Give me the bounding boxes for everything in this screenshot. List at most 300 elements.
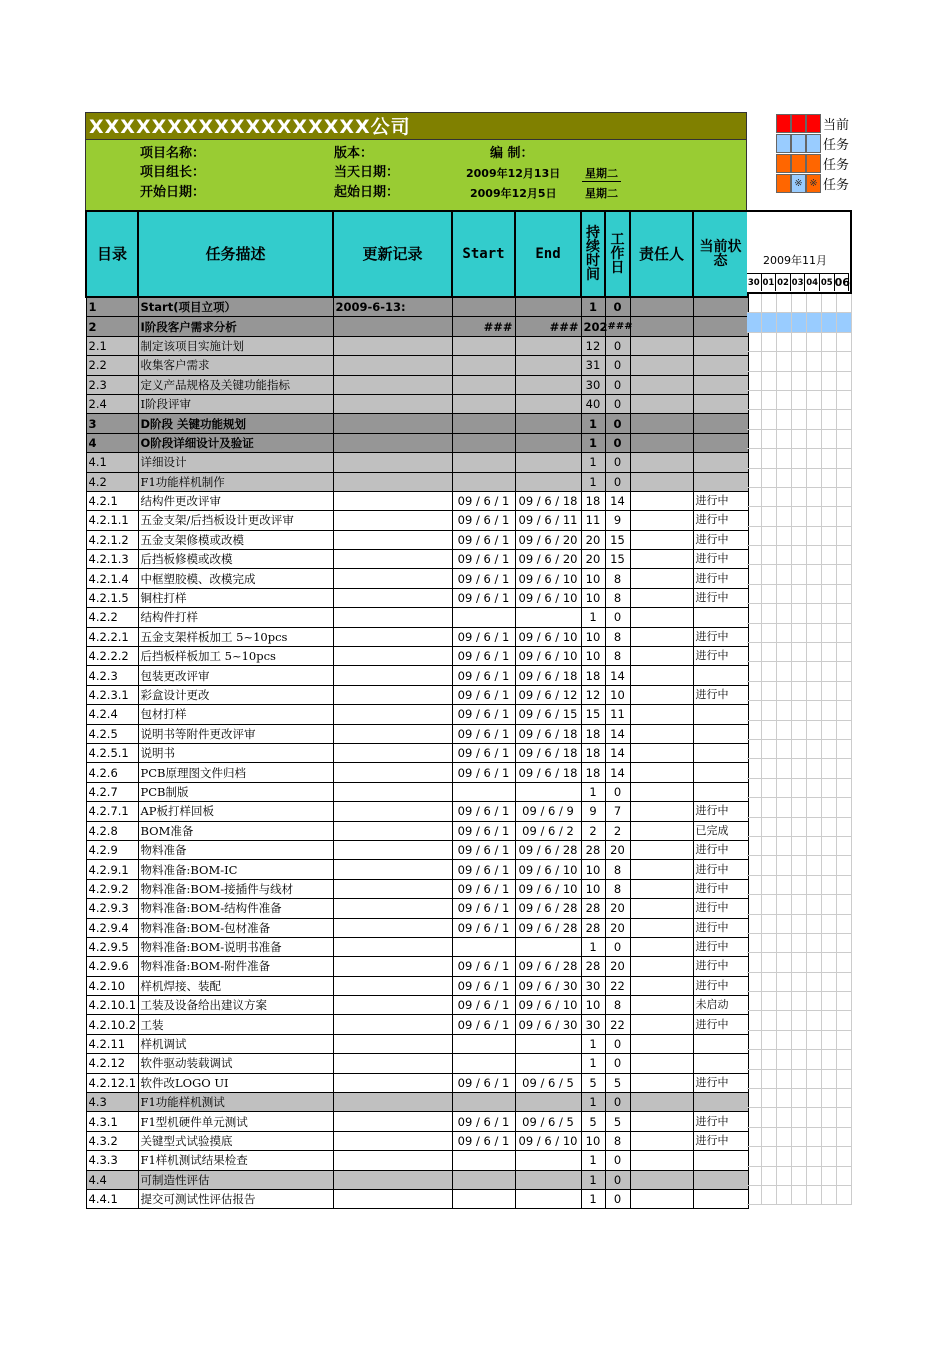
row-start[interactable]: 09 / 6 / 1 [452, 569, 515, 588]
row-duration[interactable]: 30 [581, 1015, 605, 1034]
row-workdays[interactable]: 8 [605, 647, 630, 666]
row-status[interactable] [693, 743, 748, 762]
gantt-cell[interactable] [837, 759, 852, 778]
row-end[interactable] [515, 1151, 581, 1170]
row-end[interactable] [515, 1054, 581, 1073]
gantt-cell[interactable] [792, 1167, 807, 1186]
row-start[interactable]: 09 / 6 / 1 [452, 685, 515, 704]
gantt-cell[interactable] [837, 449, 852, 468]
gantt-cell[interactable] [837, 915, 852, 934]
gantt-cell[interactable] [762, 876, 777, 895]
gantt-cell[interactable] [837, 973, 852, 992]
gantt-cell[interactable] [792, 643, 807, 662]
gantt-cell[interactable] [777, 333, 792, 352]
row-owner[interactable] [630, 666, 693, 685]
gantt-cell[interactable] [807, 430, 822, 449]
row-status[interactable] [693, 1170, 748, 1189]
row-workdays[interactable]: 14 [605, 666, 630, 685]
row-update[interactable] [333, 1112, 452, 1131]
gantt-cell[interactable] [807, 1167, 822, 1186]
gantt-cell[interactable] [807, 624, 822, 643]
row-update[interactable] [333, 317, 452, 336]
gantt-cell[interactable] [777, 876, 792, 895]
gantt-cell[interactable] [747, 876, 762, 895]
row-owner[interactable] [630, 1054, 693, 1073]
gantt-cell[interactable] [837, 876, 852, 895]
gantt-cell[interactable] [747, 469, 762, 488]
row-start[interactable]: 09 / 6 / 1 [452, 763, 515, 782]
row-update[interactable] [333, 1015, 452, 1034]
row-end[interactable]: 09 / 6 / 18 [515, 491, 581, 510]
gantt-cell[interactable] [822, 895, 837, 914]
gantt-cell[interactable] [792, 372, 807, 391]
row-id[interactable]: 4.2.12.1 [86, 1073, 138, 1092]
gantt-cell[interactable] [747, 1167, 762, 1186]
gantt-cell[interactable] [762, 1070, 777, 1089]
gantt-cell[interactable] [822, 507, 837, 526]
row-workdays[interactable]: 8 [605, 627, 630, 646]
gantt-cell[interactable] [837, 1167, 852, 1186]
row-id[interactable]: 4.4 [86, 1170, 138, 1189]
gantt-cell[interactable] [792, 682, 807, 701]
row-update[interactable] [333, 763, 452, 782]
gantt-cell[interactable] [792, 721, 807, 740]
table-row[interactable] [86, 414, 748, 433]
row-owner[interactable] [630, 317, 693, 336]
gantt-cell[interactable] [822, 624, 837, 643]
row-duration[interactable]: 1 [581, 472, 605, 491]
row-end[interactable]: 09 / 6 / 20 [515, 550, 581, 569]
gantt-cell[interactable] [777, 779, 792, 798]
gantt-cell[interactable] [822, 759, 837, 778]
row-workdays[interactable]: 14 [605, 743, 630, 762]
row-duration[interactable]: 5 [581, 1073, 605, 1092]
gantt-cell[interactable] [822, 682, 837, 701]
gantt-cell[interactable] [762, 372, 777, 391]
gantt-cell[interactable] [747, 895, 762, 914]
row-desc[interactable]: D阶段 关键功能规划 [138, 414, 333, 433]
gantt-cell[interactable] [747, 953, 762, 972]
row-desc[interactable]: 说明书等附件更改评审 [138, 724, 333, 743]
row-status[interactable]: 进行中 [693, 491, 748, 510]
gantt-cell[interactable] [807, 779, 822, 798]
gantt-cell[interactable] [762, 1108, 777, 1127]
gantt-cell[interactable] [762, 1167, 777, 1186]
gantt-cell[interactable] [837, 391, 852, 410]
gantt-cell[interactable] [777, 352, 792, 371]
gantt-cell[interactable] [837, 410, 852, 429]
gantt-cell[interactable] [777, 1089, 792, 1108]
row-workdays[interactable]: 0 [605, 336, 630, 355]
row-update[interactable] [333, 1093, 452, 1112]
row-end[interactable]: 09 / 6 / 10 [515, 569, 581, 588]
gantt-cell[interactable] [807, 313, 822, 332]
gantt-cell[interactable] [807, 1089, 822, 1108]
gantt-cell[interactable] [837, 1011, 852, 1030]
gantt-cell[interactable] [747, 430, 762, 449]
table-row[interactable] [86, 743, 748, 762]
gantt-cell[interactable] [777, 798, 792, 817]
row-owner[interactable] [630, 1189, 693, 1208]
gantt-cell[interactable] [807, 643, 822, 662]
gantt-cell[interactable] [807, 1108, 822, 1127]
gantt-cell[interactable] [822, 798, 837, 817]
gantt-cell[interactable] [792, 624, 807, 643]
gantt-cell[interactable] [747, 1128, 762, 1147]
row-start[interactable]: 09 / 6 / 1 [452, 976, 515, 995]
gantt-cell[interactable] [747, 1031, 762, 1050]
row-workdays[interactable]: 14 [605, 763, 630, 782]
row-duration[interactable]: 10 [581, 588, 605, 607]
row-end[interactable]: 09 / 6 / 30 [515, 1015, 581, 1034]
gantt-cell[interactable] [777, 1070, 792, 1089]
row-desc[interactable]: 收集客户需求 [138, 356, 333, 375]
table-row[interactable] [86, 879, 748, 898]
row-start[interactable]: 09 / 6 / 1 [452, 879, 515, 898]
gantt-cell[interactable] [822, 333, 837, 352]
gantt-cell[interactable] [777, 1108, 792, 1127]
row-desc[interactable]: 制定该项目实施计划 [138, 336, 333, 355]
gantt-cell[interactable] [777, 1011, 792, 1030]
row-desc[interactable]: PCB原理图文件归档 [138, 763, 333, 782]
gantt-cell[interactable] [822, 430, 837, 449]
row-end[interactable]: 09 / 6 / 15 [515, 705, 581, 724]
table-row[interactable] [86, 1093, 748, 1112]
row-update[interactable] [333, 588, 452, 607]
row-desc[interactable]: AP板打样回板 [138, 802, 333, 821]
row-start[interactable]: 09 / 6 / 1 [452, 918, 515, 937]
row-desc[interactable]: 彩盒设计更改 [138, 685, 333, 704]
row-desc[interactable]: 工装 [138, 1015, 333, 1034]
row-start[interactable] [452, 336, 515, 355]
row-end[interactable]: 09 / 6 / 5 [515, 1112, 581, 1131]
row-workdays[interactable]: 10 [605, 685, 630, 704]
row-id[interactable]: 4.1 [86, 453, 138, 472]
row-status[interactable]: 进行中 [693, 511, 748, 530]
table-row[interactable] [86, 472, 748, 491]
gantt-cell[interactable] [822, 313, 837, 332]
gantt-cell[interactable] [792, 469, 807, 488]
gantt-cell[interactable] [837, 1050, 852, 1069]
gantt-cell[interactable] [777, 662, 792, 681]
row-status[interactable]: 进行中 [693, 569, 748, 588]
row-workdays[interactable]: 0 [605, 782, 630, 801]
gantt-cell[interactable] [747, 1089, 762, 1108]
row-duration[interactable]: 1 [581, 937, 605, 956]
row-workdays[interactable]: 0 [605, 1189, 630, 1208]
row-start[interactable]: 09 / 6 / 1 [452, 724, 515, 743]
row-owner[interactable] [630, 743, 693, 762]
row-status[interactable]: 进行中 [693, 1131, 748, 1150]
gantt-cell[interactable] [777, 1031, 792, 1050]
row-id[interactable]: 4.2.10.1 [86, 996, 138, 1015]
gantt-cell[interactable] [777, 430, 792, 449]
gantt-cell[interactable] [762, 1031, 777, 1050]
gantt-cell[interactable] [837, 469, 852, 488]
row-owner[interactable] [630, 802, 693, 821]
gantt-cell[interactable] [747, 313, 762, 332]
gantt-cell[interactable] [822, 856, 837, 875]
row-end[interactable] [515, 453, 581, 472]
row-duration[interactable]: 28 [581, 840, 605, 859]
gantt-cell[interactable] [837, 992, 852, 1011]
row-status[interactable] [693, 1054, 748, 1073]
row-end[interactable] [515, 1170, 581, 1189]
row-start[interactable]: 09 / 6 / 1 [452, 511, 515, 530]
row-status[interactable] [693, 433, 748, 452]
row-duration[interactable]: 1 [581, 1034, 605, 1053]
gantt-cell[interactable] [747, 372, 762, 391]
gantt-cell[interactable] [807, 856, 822, 875]
row-start[interactable] [452, 1034, 515, 1053]
gantt-cell[interactable] [762, 333, 777, 352]
gantt-cell[interactable] [777, 837, 792, 856]
gantt-cell[interactable] [807, 701, 822, 720]
gantt-cell[interactable] [762, 507, 777, 526]
gantt-cell[interactable] [822, 585, 837, 604]
row-start[interactable] [452, 1189, 515, 1208]
gantt-cell[interactable] [777, 856, 792, 875]
gantt-cell[interactable] [777, 1147, 792, 1166]
row-end[interactable] [515, 356, 581, 375]
row-duration[interactable]: 1 [581, 297, 605, 317]
row-start[interactable] [452, 782, 515, 801]
row-start[interactable] [452, 1054, 515, 1073]
row-desc[interactable]: 物料准备 [138, 840, 333, 859]
row-workdays[interactable]: 20 [605, 918, 630, 937]
gantt-cell[interactable] [777, 391, 792, 410]
gantt-cell[interactable] [807, 798, 822, 817]
gantt-cell[interactable] [792, 818, 807, 837]
row-owner[interactable] [630, 1093, 693, 1112]
row-duration[interactable]: 15 [581, 705, 605, 724]
row-end[interactable]: 09 / 6 / 10 [515, 588, 581, 607]
gantt-cell[interactable] [792, 1186, 807, 1205]
table-row[interactable] [86, 821, 748, 840]
row-workdays[interactable]: 14 [605, 491, 630, 510]
row-status[interactable] [693, 1151, 748, 1170]
row-status[interactable]: 进行中 [693, 976, 748, 995]
row-update[interactable] [333, 530, 452, 549]
row-owner[interactable] [630, 336, 693, 355]
gantt-cell[interactable] [777, 546, 792, 565]
gantt-cell[interactable] [777, 953, 792, 972]
gantt-cell[interactable] [747, 1186, 762, 1205]
row-status[interactable]: 进行中 [693, 1073, 748, 1092]
table-row[interactable] [86, 976, 748, 995]
row-workdays[interactable]: 0 [605, 1054, 630, 1073]
row-desc[interactable]: 物料准备:BOM-说明书准备 [138, 937, 333, 956]
gantt-cell[interactable] [747, 527, 762, 546]
row-status[interactable]: 已完成 [693, 821, 748, 840]
gantt-cell[interactable] [792, 856, 807, 875]
row-owner[interactable] [630, 1170, 693, 1189]
gantt-cell[interactable] [747, 1011, 762, 1030]
gantt-cell[interactable] [792, 391, 807, 410]
row-duration[interactable]: 1 [581, 782, 605, 801]
gantt-cell[interactable] [822, 934, 837, 953]
row-workdays[interactable]: 8 [605, 996, 630, 1015]
row-id[interactable]: 4.4.1 [86, 1189, 138, 1208]
gantt-cell[interactable] [777, 624, 792, 643]
row-desc[interactable]: 后挡板样板加工 5~10pcs [138, 647, 333, 666]
table-row[interactable] [86, 685, 748, 704]
row-end[interactable]: 09 / 6 / 28 [515, 918, 581, 937]
row-workdays[interactable]: 20 [605, 840, 630, 859]
gantt-cell[interactable] [747, 837, 762, 856]
row-update[interactable] [333, 608, 452, 627]
row-update[interactable] [333, 491, 452, 510]
row-workdays[interactable]: 14 [605, 724, 630, 743]
gantt-cell[interactable] [747, 1050, 762, 1069]
gantt-cell[interactable] [762, 895, 777, 914]
gantt-cell[interactable] [792, 1050, 807, 1069]
row-workdays[interactable]: 20 [605, 957, 630, 976]
gantt-cell[interactable] [807, 992, 822, 1011]
row-duration[interactable]: 202 [581, 317, 605, 336]
gantt-cell[interactable] [777, 818, 792, 837]
row-update[interactable] [333, 996, 452, 1015]
gantt-cell[interactable] [792, 1070, 807, 1089]
row-owner[interactable] [630, 1034, 693, 1053]
row-desc[interactable]: F1功能样机制作 [138, 472, 333, 491]
row-desc[interactable]: 五金支架样板加工 5~10pcs [138, 627, 333, 646]
row-status[interactable]: 进行中 [693, 860, 748, 879]
gantt-cell[interactable] [837, 953, 852, 972]
gantt-cell[interactable] [837, 430, 852, 449]
row-start[interactable]: 09 / 6 / 1 [452, 705, 515, 724]
gantt-cell[interactable] [792, 430, 807, 449]
row-duration[interactable]: 10 [581, 1131, 605, 1150]
row-status[interactable] [693, 414, 748, 433]
row-status[interactable]: 进行中 [693, 802, 748, 821]
gantt-cell[interactable] [762, 391, 777, 410]
row-id[interactable]: 4.2.10.2 [86, 1015, 138, 1034]
gantt-cell[interactable] [837, 352, 852, 371]
row-desc[interactable]: 可制造性评估 [138, 1170, 333, 1189]
row-desc[interactable]: PCB制版 [138, 782, 333, 801]
row-duration[interactable]: 10 [581, 860, 605, 879]
table-row[interactable] [86, 297, 748, 317]
gantt-cell[interactable] [792, 876, 807, 895]
gantt-cell[interactable] [822, 779, 837, 798]
row-end[interactable]: ### [515, 317, 581, 336]
gantt-cell[interactable] [837, 701, 852, 720]
gantt-cell[interactable] [762, 546, 777, 565]
row-update[interactable] [333, 802, 452, 821]
row-owner[interactable] [630, 375, 693, 394]
gantt-cell[interactable] [822, 1070, 837, 1089]
row-id[interactable]: 4.2.9.4 [86, 918, 138, 937]
gantt-cell[interactable] [762, 565, 777, 584]
gantt-cell[interactable] [792, 779, 807, 798]
row-duration[interactable]: 1 [581, 1151, 605, 1170]
gantt-cell[interactable] [792, 992, 807, 1011]
gantt-cell[interactable] [837, 779, 852, 798]
gantt-cell[interactable] [762, 410, 777, 429]
row-owner[interactable] [630, 879, 693, 898]
row-status[interactable] [693, 782, 748, 801]
row-workdays[interactable]: 22 [605, 976, 630, 995]
gantt-cell[interactable] [837, 934, 852, 953]
row-duration[interactable]: 1 [581, 433, 605, 452]
gantt-cell[interactable] [777, 449, 792, 468]
row-status[interactable] [693, 356, 748, 375]
row-update[interactable] [333, 743, 452, 762]
row-id[interactable]: 4.2.7.1 [86, 802, 138, 821]
row-desc[interactable]: F1型机硬件单元测试 [138, 1112, 333, 1131]
gantt-cell[interactable] [747, 391, 762, 410]
table-row[interactable] [86, 627, 748, 646]
row-duration[interactable]: 28 [581, 918, 605, 937]
row-start[interactable]: 09 / 6 / 1 [452, 1112, 515, 1131]
gantt-cell[interactable] [747, 915, 762, 934]
row-duration[interactable]: 20 [581, 530, 605, 549]
gantt-cell[interactable] [822, 469, 837, 488]
gantt-cell[interactable] [822, 1186, 837, 1205]
gantt-cell[interactable] [807, 953, 822, 972]
gantt-cell[interactable] [792, 313, 807, 332]
row-status[interactable] [693, 608, 748, 627]
row-workdays[interactable]: 0 [605, 433, 630, 452]
row-id[interactable]: 4.2.3.1 [86, 685, 138, 704]
row-owner[interactable] [630, 394, 693, 413]
row-status[interactable] [693, 724, 748, 743]
table-row[interactable] [86, 1015, 748, 1034]
table-row[interactable] [86, 957, 748, 976]
gantt-cell[interactable] [837, 1070, 852, 1089]
row-end[interactable]: 09 / 6 / 30 [515, 976, 581, 995]
gantt-cell[interactable] [837, 798, 852, 817]
row-workdays[interactable]: 15 [605, 550, 630, 569]
gantt-cell[interactable] [747, 643, 762, 662]
row-duration[interactable]: 30 [581, 375, 605, 394]
gantt-cell[interactable] [762, 818, 777, 837]
gantt-cell[interactable] [807, 565, 822, 584]
table-row[interactable] [86, 394, 748, 413]
gantt-cell[interactable] [762, 934, 777, 953]
gantt-cell[interactable] [837, 527, 852, 546]
row-end[interactable] [515, 608, 581, 627]
row-start[interactable]: 09 / 6 / 1 [452, 588, 515, 607]
gantt-cell[interactable] [792, 410, 807, 429]
gantt-cell[interactable] [807, 721, 822, 740]
gantt-cell[interactable] [747, 410, 762, 429]
gantt-cell[interactable] [762, 1050, 777, 1069]
table-row[interactable] [86, 647, 748, 666]
row-desc[interactable]: 中框塑胶模、改模完成 [138, 569, 333, 588]
row-start[interactable]: 09 / 6 / 1 [452, 1015, 515, 1034]
gantt-cell[interactable] [807, 352, 822, 371]
row-owner[interactable] [630, 996, 693, 1015]
row-desc[interactable]: 包材打样 [138, 705, 333, 724]
gantt-cell[interactable] [807, 1186, 822, 1205]
row-desc[interactable]: I阶段客户需求分析 [138, 317, 333, 336]
gantt-cell[interactable] [807, 488, 822, 507]
gantt-cell[interactable] [762, 740, 777, 759]
gantt-cell[interactable] [762, 469, 777, 488]
row-start[interactable] [452, 375, 515, 394]
row-id[interactable]: 1 [86, 297, 138, 317]
gantt-cell[interactable] [762, 682, 777, 701]
row-desc[interactable]: 软件改LOGO UI [138, 1073, 333, 1092]
gantt-cell[interactable] [837, 895, 852, 914]
row-duration[interactable]: 18 [581, 491, 605, 510]
table-row[interactable] [86, 802, 748, 821]
row-id[interactable]: 4.2.2 [86, 608, 138, 627]
gantt-cell[interactable] [777, 313, 792, 332]
row-workdays[interactable]: 0 [605, 394, 630, 413]
